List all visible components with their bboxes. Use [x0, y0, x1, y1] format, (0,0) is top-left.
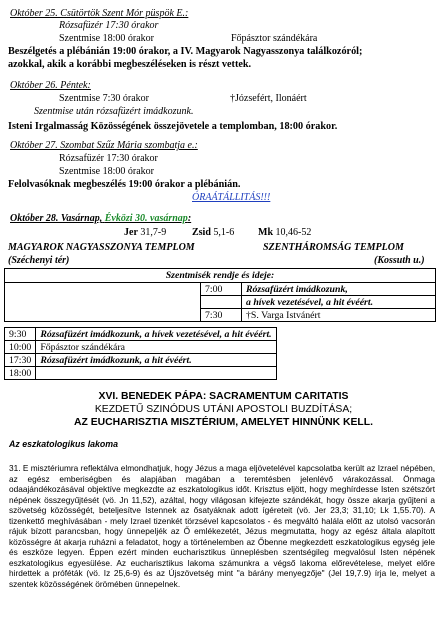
- table-row: [5, 354, 277, 367]
- church-right-name: SZENTHÁROMSÁG TEMPLOM: [263, 242, 404, 253]
- time-change-notice: ÓRAÁTÁLLITÁS!!!: [192, 192, 271, 203]
- liturgical-sunday: Évközi 30. vasárnap: [104, 213, 188, 224]
- gospel-book: Mk: [258, 227, 273, 238]
- table-row: [5, 296, 436, 309]
- schedule-title: Szentmisék rendje és ideje:: [5, 269, 436, 283]
- schedule-time: 7:30: [201, 309, 242, 322]
- article-subheading: Az eszkatologikus lakoma: [9, 439, 119, 449]
- schedule-time: 7:00: [201, 283, 242, 296]
- day-heading-oct27: Október 27. Szombat Szűz Mária szombatja e.:: [10, 140, 198, 151]
- schedule-text: Rózsafüzért imádkozunk, a hívek vezetésével, a hit évéért.: [36, 328, 276, 341]
- table-row: [5, 367, 277, 380]
- rosary-time: Rózsafüzér 17:30 órakor: [59, 153, 158, 164]
- notice-line: Isteni Irgalmasság Közösségének összejövetele a templomban, 18:00 órakor.: [8, 121, 338, 132]
- schedule-title-row: [5, 269, 436, 283]
- reading-1-ref: 31,7-9: [140, 227, 167, 238]
- readings: [124, 227, 166, 238]
- schedule-text: †S. Varga Istvánért: [242, 309, 436, 322]
- schedule-text: Rózsafüzért imádkozunk,: [242, 283, 436, 296]
- readings-2: [192, 227, 234, 238]
- schedule-table-bottom: [4, 327, 277, 380]
- rosary-time: Rózsafüzér 17:30 órakor: [59, 20, 159, 31]
- heading-colon: :: [187, 213, 192, 224]
- mass-intention: †Józsefért, Ilonáért: [230, 93, 307, 104]
- table-row: [5, 328, 277, 341]
- schedule-time: 9:30: [5, 328, 36, 341]
- table-row: [5, 309, 436, 322]
- rosary-note: Szentmise után rózsafüzért imádkozunk.: [34, 106, 194, 117]
- notice-line: Felolvasóknak megbeszélés 19:00 órakor a plébánián.: [8, 179, 241, 190]
- article-paragraph: 31. E misztériumra reflektálva elmondhatjuk, hogy Jézus a maga eljövetelével kapcsolatba került az Izrael népében, az egész emberiségben és alapjában magában a teremtésben jelenlévő várakozással. Önmaga odaajándékozásával objektíve megkezdte az eszkatologikus időt. Krisztus eljött, hogy meghírdesse Isten szétszórt népének összegyűjtését (vö. Jn 11,52), azáltal, hogy világosan kifejezte szándékát, hogy össze akarja gyűjteni a szövetség közösségét, beteljesítve Istennek az ősatyáknak adott ígéreteit (vö. Jer 23,3; 31,10; Lk 1,55.70). A tizenkettő meghívásában - mely Izrael tizenkét törzsével kapcsolatos - és megváltó halála előtt az utolsó vacsorán rájuk bízott parancsban, hogy ünnepeljék az Ő emlékezetét, Jézus megmutatta, hogy az egész általa alapított közösségre át akarja ruházni a feladatot, hogy a történelemben az Őbenne megkezdett eszkatologikus egység jele és eszköze legyen. Éppen ezért minden eucharisztikus ünneplésben szentségileg megvalósul Isten népének eszkatologikus egyesülése. Az eucharisztikus lakoma számunkra a végső lakoma előrevételese, melyet előre hirdettek a próféták (vö. Iz 25,6-9) és az Újszövetség mint "a bárány menyegzője" (Jel 19,7.9) írja le, melyet a szentek közösségének örömében ünnepelnek.: [9, 463, 435, 590]
- article-title: AZ EUCHARISZTIA MISZTÉRIUM, AMELYET HINNÜNK KELL.: [73, 417, 373, 428]
- schedule-text: [36, 367, 276, 380]
- schedule-time: 10:00: [5, 341, 36, 354]
- article-title: XVI. BENEDEK PÁPA: SACRAMENTUM CARITATIS: [98, 391, 349, 402]
- church-right-location: (Kossuth u.): [374, 255, 425, 266]
- mass-time: Szentmise 18:00 órakor: [59, 166, 154, 177]
- notice-line: azokkal, akik a korábbi megbeszéléseken is részt vettek.: [8, 59, 252, 70]
- schedule-time: 17:30: [5, 354, 36, 367]
- article-title: KEZDETŰ SZINÓDUS UTÁNI APOSTOLI BUZDÍTÁSA;: [94, 404, 353, 415]
- church-left-location: (Széchenyi tér): [8, 255, 70, 266]
- schedule-text: a hívek vezetésével, a hit évéért.: [242, 296, 436, 309]
- schedule-text: Rózsafüzért imádkozunk, a hit évéért.: [36, 354, 276, 367]
- table-row: [5, 283, 436, 296]
- reading-1-book: Jer: [124, 227, 138, 238]
- mass-time: Szentmise 18:00 órakor: [59, 33, 154, 44]
- reading-2-book: Zsid: [192, 227, 211, 238]
- reading-2-ref: 5,1-6: [213, 227, 235, 238]
- mass-intention: Főpásztor szándékára: [231, 33, 318, 44]
- schedule-text: Főpásztor szándékára: [36, 341, 276, 354]
- gospel-ref: 10,46-52: [275, 227, 312, 238]
- readings-3: [258, 227, 311, 238]
- sunday-heading: [10, 213, 191, 224]
- notice-line: Beszélgetés a plébánián 19:00 órakor, a IV. Magyarok Nagyasszonya találkozóról;: [8, 46, 363, 57]
- day-heading-oct26: Október 26. Péntek:: [10, 80, 91, 91]
- schedule-table-top: [4, 268, 436, 322]
- mass-time: Szentmise 7:30 órakor: [59, 93, 149, 104]
- table-row: [5, 341, 277, 354]
- church-left-name: MAGYAROK NAGYASSZONYA TEMPLOM: [8, 242, 195, 253]
- day-heading-oct25: Október 25. Csütörtök Szent Mór püspök E.:: [10, 8, 189, 19]
- schedule-time: 18:00: [5, 367, 36, 380]
- sunday-date: Október 28. Vasárnap,: [10, 213, 103, 224]
